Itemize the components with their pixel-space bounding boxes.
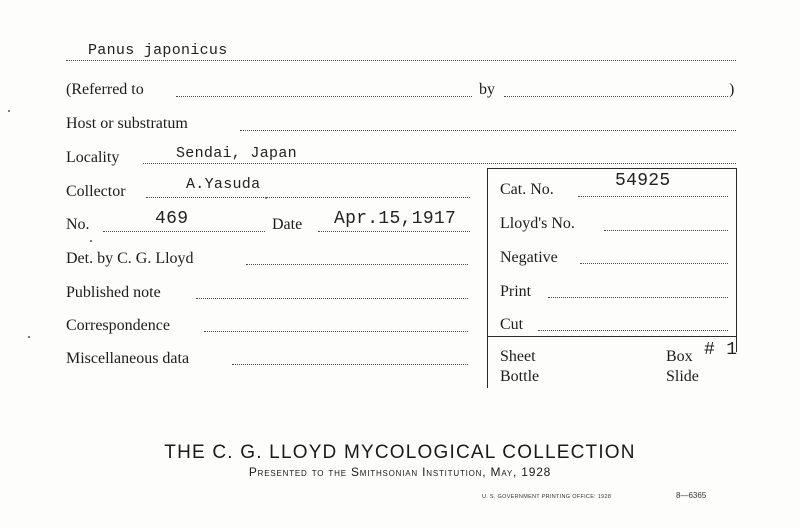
locality-value: Sendai, Japan (176, 145, 297, 162)
referred-by-label: by (479, 81, 495, 98)
bottle-label: Bottle (500, 368, 540, 385)
host-label: Host or substratum (66, 115, 188, 132)
sheet-label: Sheet (500, 348, 536, 365)
cut-label: Cut (500, 316, 524, 333)
box-left-border (487, 168, 488, 388)
scan-speck (28, 336, 30, 338)
species-name: Panus japonicus (88, 42, 228, 59)
collector-label: Collector (66, 183, 126, 200)
species-line (66, 60, 736, 61)
collection-subtitle: Presented to the Smithsonian Institution, May, 1928 (248, 465, 552, 479)
misc-line (232, 364, 468, 365)
lloyds-no-label: Lloyd's No. (500, 215, 575, 232)
correspondence-label: Correspondence (66, 317, 170, 334)
lloyds-no-line (604, 230, 728, 231)
date-line (318, 231, 470, 232)
negative-label: Negative (500, 249, 558, 266)
printing-office-note: U. S. GOVERNMENT PRINTING OFFICE: 1928 (482, 494, 612, 500)
box-value: # 1 (704, 340, 738, 360)
published-label: Published note (66, 284, 161, 301)
misc-label: Miscellaneous data (66, 350, 190, 367)
form-code: 8—6365 (676, 491, 707, 500)
referred-close-paren: ) (729, 81, 735, 98)
referred-to-line (176, 96, 472, 97)
negative-line (580, 263, 728, 264)
date-label: Date (272, 216, 303, 233)
box-right-border (736, 168, 737, 352)
cat-no-label: Cat. No. (500, 181, 554, 198)
cat-no-value: 54925 (615, 171, 671, 191)
scan-speck (90, 240, 92, 242)
box-label: Box (666, 348, 693, 365)
collector-line (146, 197, 470, 198)
det-label: Det. by C. G. Lloyd (66, 250, 194, 267)
host-line (240, 130, 736, 131)
collection-title: THE C. G. LLOYD MYCOLOGICAL COLLECTION (164, 442, 636, 463)
collector-value: A.Yasuda (186, 176, 261, 193)
cat-no-line (578, 196, 728, 197)
scan-speck (265, 197, 267, 199)
scan-speck (8, 110, 10, 112)
print-line (548, 297, 728, 298)
locality-label: Locality (66, 149, 120, 166)
number-label: No. (66, 216, 90, 233)
referred-to-label: (Referred to (66, 81, 144, 98)
referred-by-line (504, 96, 728, 97)
det-line (246, 264, 468, 265)
box-divider (487, 336, 736, 337)
cut-line (538, 330, 728, 331)
box-top-border (487, 168, 736, 169)
slide-label: Slide (666, 368, 699, 385)
date-value: Apr.15,1917 (334, 209, 457, 229)
locality-line (143, 163, 736, 164)
number-line (103, 231, 265, 232)
print-label: Print (500, 283, 532, 300)
number-value: 469 (155, 209, 189, 229)
correspondence-line (204, 331, 468, 332)
published-line (196, 298, 468, 299)
